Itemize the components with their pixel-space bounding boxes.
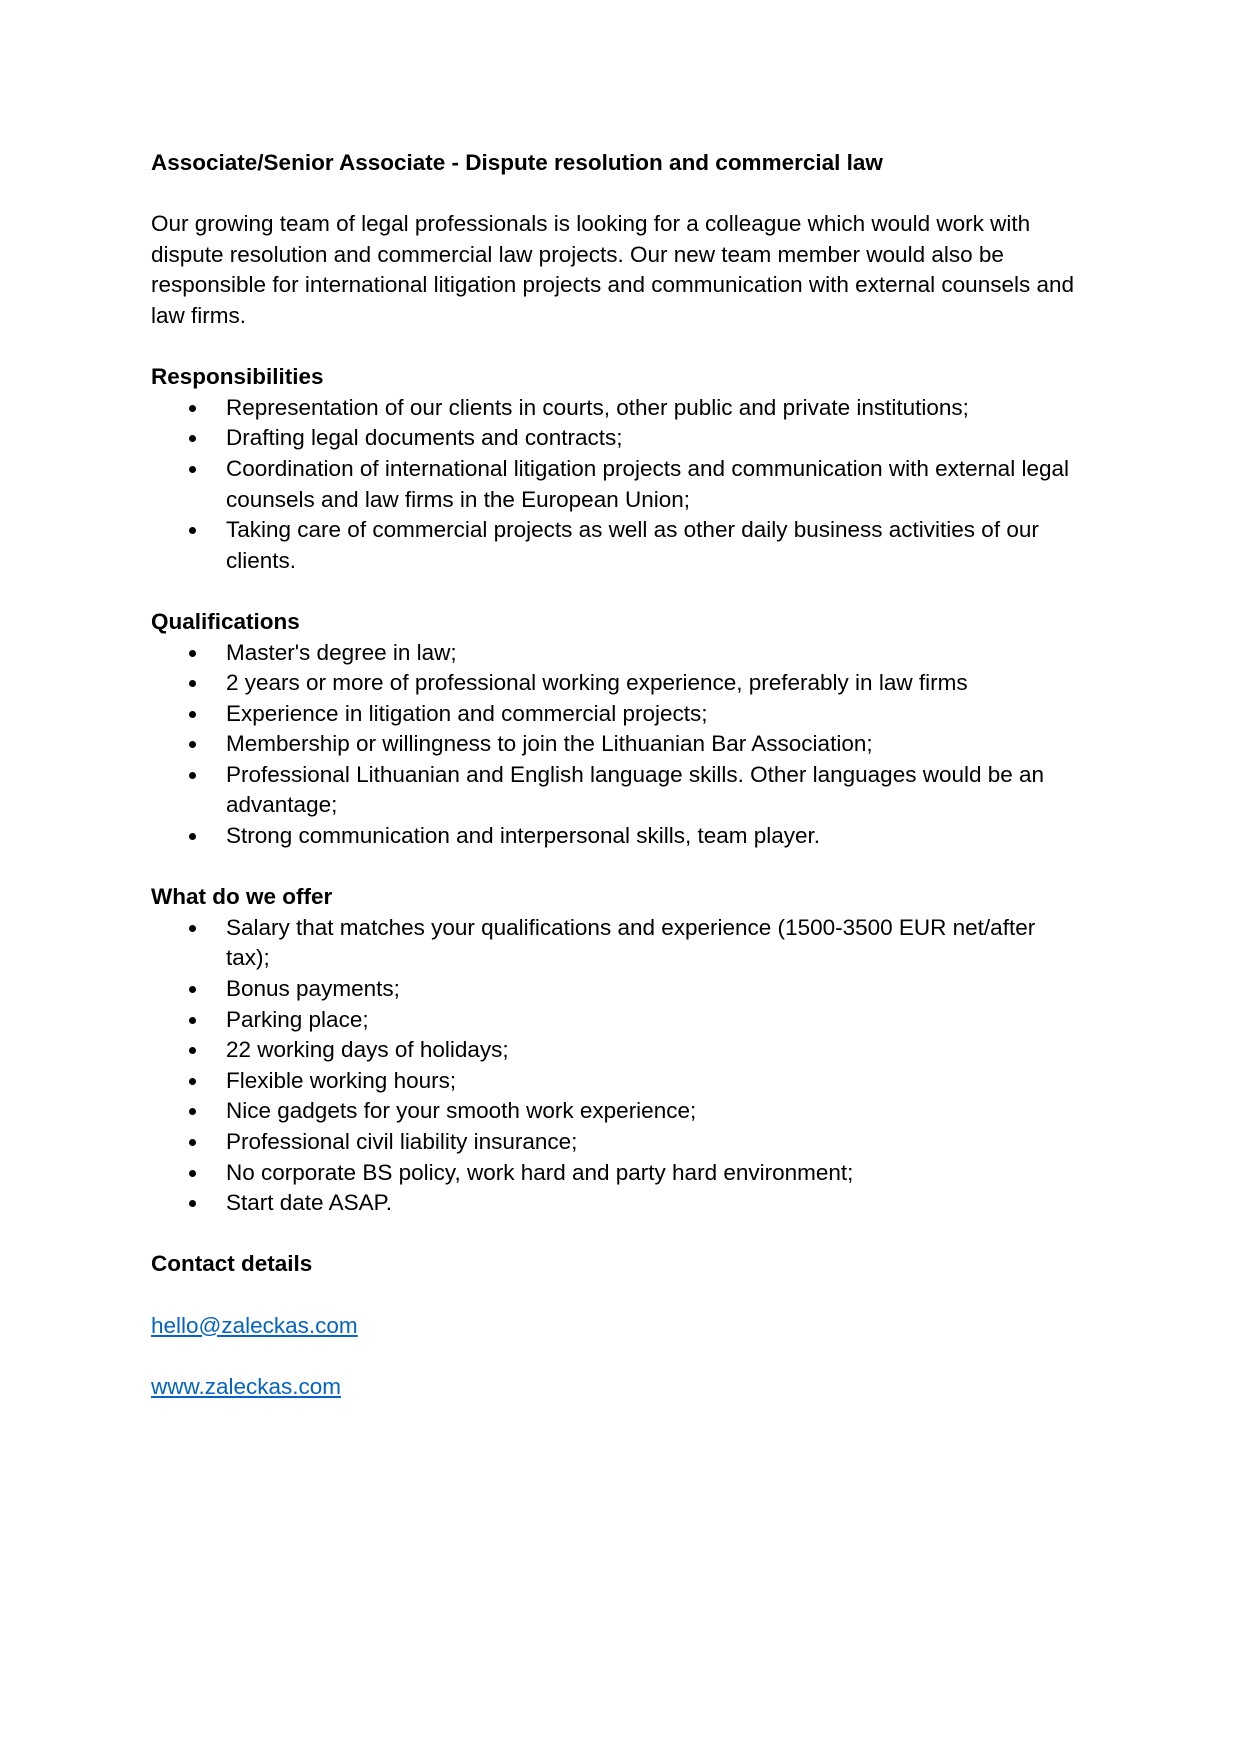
list-item-text: Bonus payments; xyxy=(226,976,400,1002)
bullet-icon xyxy=(189,527,196,534)
bullet-icon xyxy=(189,1170,196,1177)
offer-list xyxy=(151,913,1081,1219)
list-item xyxy=(151,515,1081,576)
bullet-icon xyxy=(189,741,196,748)
list-item-text: Taking care of commercial projects as well as other daily business activities of our clients. xyxy=(226,517,1039,573)
list-item xyxy=(151,1188,1081,1219)
bullet-icon xyxy=(189,925,196,932)
offer-heading: What do we offer xyxy=(151,884,333,910)
list-item-text: Strong communication and interpersonal skills, team player. xyxy=(226,823,821,849)
website-link[interactable]: www.zaleckas.com xyxy=(151,1373,342,1399)
list-item xyxy=(151,1127,1081,1158)
bullet-icon xyxy=(189,1017,196,1024)
list-item-text: Nice gadgets for your smooth work experience; xyxy=(226,1098,697,1124)
list-item xyxy=(151,638,1081,669)
list-item-text: Coordination of international litigation projects and communication with external legal counsels and law firms in the European Union; xyxy=(226,455,1069,512)
list-item xyxy=(151,1035,1081,1066)
list-item xyxy=(151,821,1081,852)
list-item-text: Drafting legal documents and contracts; xyxy=(226,425,623,451)
bullet-icon xyxy=(189,986,196,993)
intro-paragraph: Our growing team of legal professionals is looking for a colleague which would work with dispute resolution and commercial law projects. Our new team member would also be responsible for international litigation projects and communication with external counsels and law firms. xyxy=(151,211,1075,328)
bullet-icon xyxy=(189,1078,196,1085)
bullet-icon xyxy=(189,1047,196,1054)
bullet-icon xyxy=(189,405,196,412)
list-item-text: Professional Lithuanian and English language skills. Other languages would be an advantage; xyxy=(226,761,1045,818)
list-item-text: Experience in litigation and commercial projects; xyxy=(226,700,708,726)
list-item-text: No corporate BS policy, work hard and party hard environment; xyxy=(226,1159,854,1185)
email-link[interactable]: hello@zaleckas.com xyxy=(151,1312,358,1338)
list-item xyxy=(151,729,1081,760)
qualifications-list xyxy=(151,638,1081,852)
list-item xyxy=(151,1066,1081,1097)
document-page xyxy=(151,148,1081,1402)
list-item xyxy=(151,974,1081,1005)
list-item xyxy=(151,913,1081,974)
bullet-icon xyxy=(189,833,196,840)
list-item-text: Salary that matches your qualifications and experience (1500-3500 EUR net/after tax); xyxy=(226,914,1036,971)
list-item-text: 22 working days of holidays; xyxy=(226,1037,509,1063)
list-item xyxy=(151,1096,1081,1127)
bullet-icon xyxy=(189,680,196,687)
list-item-text: 2 years or more of professional working experience, preferably in law firms xyxy=(226,670,968,696)
list-item-text: Master's degree in law; xyxy=(226,639,457,665)
responsibilities-list xyxy=(151,393,1081,577)
list-item-text: Professional civil liability insurance; xyxy=(226,1129,578,1154)
list-item-text: Representation of our clients in courts, other public and private institutions; xyxy=(226,394,969,420)
list-item xyxy=(151,454,1081,515)
list-item xyxy=(151,423,1081,454)
list-item-text: Flexible working hours; xyxy=(226,1067,457,1093)
bullet-icon xyxy=(189,711,196,718)
list-item xyxy=(151,1158,1081,1189)
list-item xyxy=(151,393,1081,424)
bullet-icon xyxy=(189,772,196,779)
bullet-icon xyxy=(189,1108,196,1115)
bullet-icon xyxy=(189,435,196,442)
bullet-icon xyxy=(189,1200,196,1207)
list-item-text: Membership or willingness to join the Lithuanian Bar Association; xyxy=(226,731,873,757)
bullet-icon xyxy=(189,1139,196,1146)
bullet-icon xyxy=(189,466,196,473)
list-item-text: Start date ASAP. xyxy=(226,1190,392,1216)
responsibilities-heading: Responsibilities xyxy=(151,364,324,390)
list-item xyxy=(151,760,1081,821)
list-item xyxy=(151,699,1081,730)
qualifications-heading: Qualifications xyxy=(151,608,300,634)
document-title: Associate/Senior Associate - Dispute resolution and commercial law xyxy=(151,150,883,175)
list-item xyxy=(151,668,1081,699)
contact-heading: Contact details xyxy=(151,1251,313,1277)
list-item-text: Parking place; xyxy=(226,1006,369,1032)
bullet-icon xyxy=(189,650,196,657)
list-item xyxy=(151,1005,1081,1036)
